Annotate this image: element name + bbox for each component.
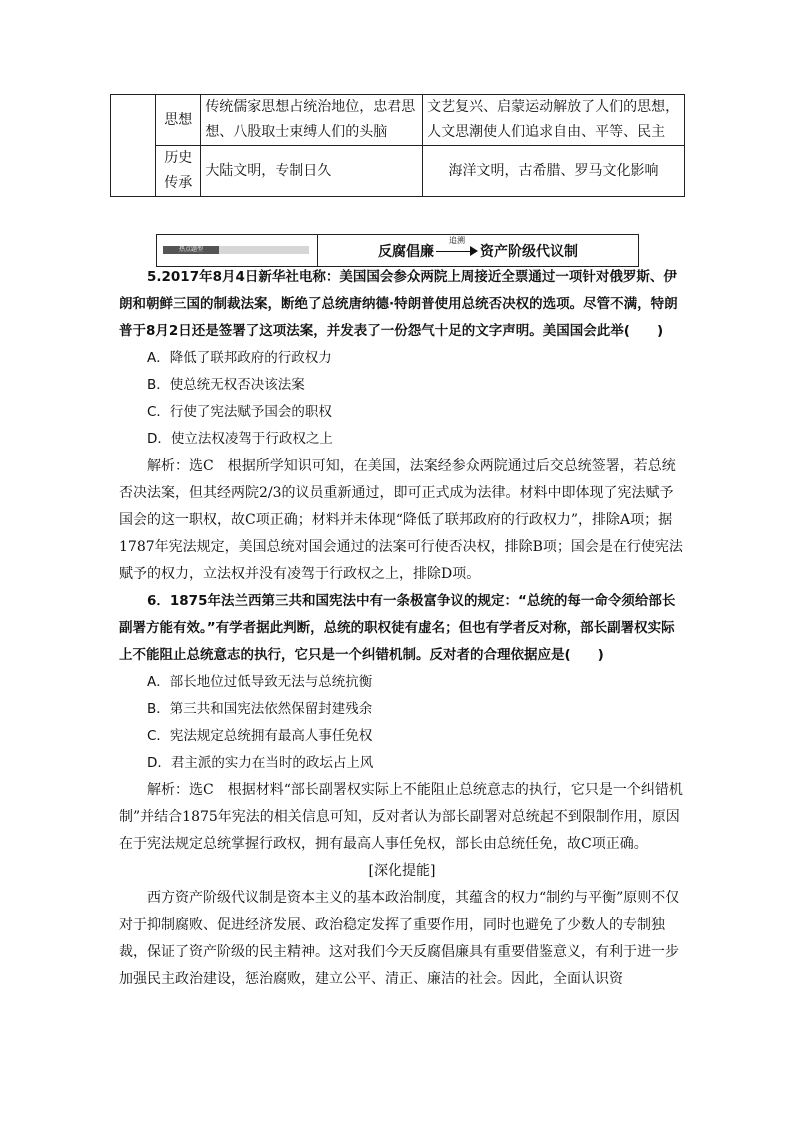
china-cell: 传统儒家思想占统治地位，忠君思想、八股取士束缚人们的头脑 <box>201 95 423 146</box>
west-cell: 海洋文明，古希腊、罗马文化影响 <box>423 146 685 197</box>
question-6-stem: 6．1875年法兰西第三共和国宪法中有一条极富争议的规定：“总统的每一命令须给部长副署方能有效。”有学者据此判断，总统的职权徒有虚名；但也有学者反对称，部长副署权实际上不能阻止总统意志的执行，它只是一个纠错机制。反对者的合理依据应是( ) <box>119 593 676 663</box>
q6-option-b: B．第三共和国宪法依然保留封建残余 <box>147 701 373 717</box>
q5-analysis: 解析：选C 根据所学知识可知，在美国，法案经参众两院通过后交总统签署，若总统否决法案，但其经两院2/3的议员重新通过，即可正式成为法律。材料中即体现了宪法赋予国会的这一职权，故C项正确；材料并未体现“降低了联邦政府的行政权力”，排除A项；据1787年宪法规定，美国总统对国会通过的法案可行使否决权，排除B项；国会是在行使宪法赋予的权力，立法权并没有凌驾于行政权之上，排除D项。 <box>119 458 683 582</box>
comparison-table <box>110 94 685 197</box>
row-label: 思想 <box>156 95 201 146</box>
main-content <box>119 264 685 993</box>
banner-title <box>318 235 638 266</box>
banner-left-term: 反腐倡廉 <box>378 243 434 260</box>
arrow-label: 追溯 <box>449 235 465 245</box>
banner-tag-area <box>157 235 318 266</box>
row-label: 历史传承 <box>156 146 201 197</box>
table-row <box>111 146 685 197</box>
deepen-text: 西方资产阶级代议制是资本主义的基本政治制度，其蕴含的权力“制约与平衡”原则不仅对于抑制腐败、促进经济发展、政治稳定发挥了重要作用，同时也避免了少数人的专制独裁，保证了资产阶级的民主精神。这对我们今天反腐倡廉具有重要借鉴意义，有利于进一步加强民主政治建设，惩治腐败，建立公平、清正、廉洁的社会。因此，全面认识资 <box>119 890 680 987</box>
q6-option-a: A．部长地位过低导致无法与总统抗衡 <box>147 674 373 690</box>
q5-option-a: A．降低了联邦政府的行政权力 <box>147 350 332 366</box>
table-row <box>111 95 685 146</box>
banner-bar <box>219 246 309 254</box>
banner-right-term: 资产阶级代议制 <box>480 243 578 260</box>
q5-option-b: B．使总统无权否决该法案 <box>147 377 305 393</box>
topic-banner <box>156 234 639 267</box>
q6-analysis: 解析：选C 根据材料“部长副署权实际上不能阻止总统意志的执行，它只是一个纠错机制”并结合1875年宪法的相关信息可知，反对者认为部长副署对总统起不到限制作用，原因在于宪法规定总统掌握行政权，拥有最高人事任免权，部长由总统任免，故C项正确。 <box>119 782 683 852</box>
q6-option-d: D．君主派的实力在当时的政坛占上风 <box>147 755 374 771</box>
deepen-title: [深化提能] <box>368 863 436 879</box>
question-5-stem: 5.2017年8月4日新华社电称：美国国会参众两院上周接近全票通过一项针对俄罗斯、伊朗和朝鲜三国的制裁法案，断绝了总统唐纳德·特朗普使用总统否决权的选项。尽管不满，特朗普于8月2日还是签署了这项法案，并发表了一份怨气十足的文字声明。美国国会此举( ) <box>119 269 678 339</box>
banner-tag: 热点题型 <box>163 246 219 254</box>
arrow-icon <box>436 235 478 258</box>
q6-option-c: C．宪法规定总统拥有最高人事任免权 <box>147 728 373 744</box>
china-cell: 大陆文明，专制日久 <box>201 146 423 197</box>
blank-cell <box>111 95 156 197</box>
west-cell: 文艺复兴、启蒙运动解放了人们的思想，人文思潮使人们追求自由、平等、民主 <box>423 95 685 146</box>
q5-option-c: C．行使了宪法赋予国会的职权 <box>147 404 332 420</box>
q5-option-d: D．使立法权凌驾于行政权之上 <box>147 431 333 447</box>
